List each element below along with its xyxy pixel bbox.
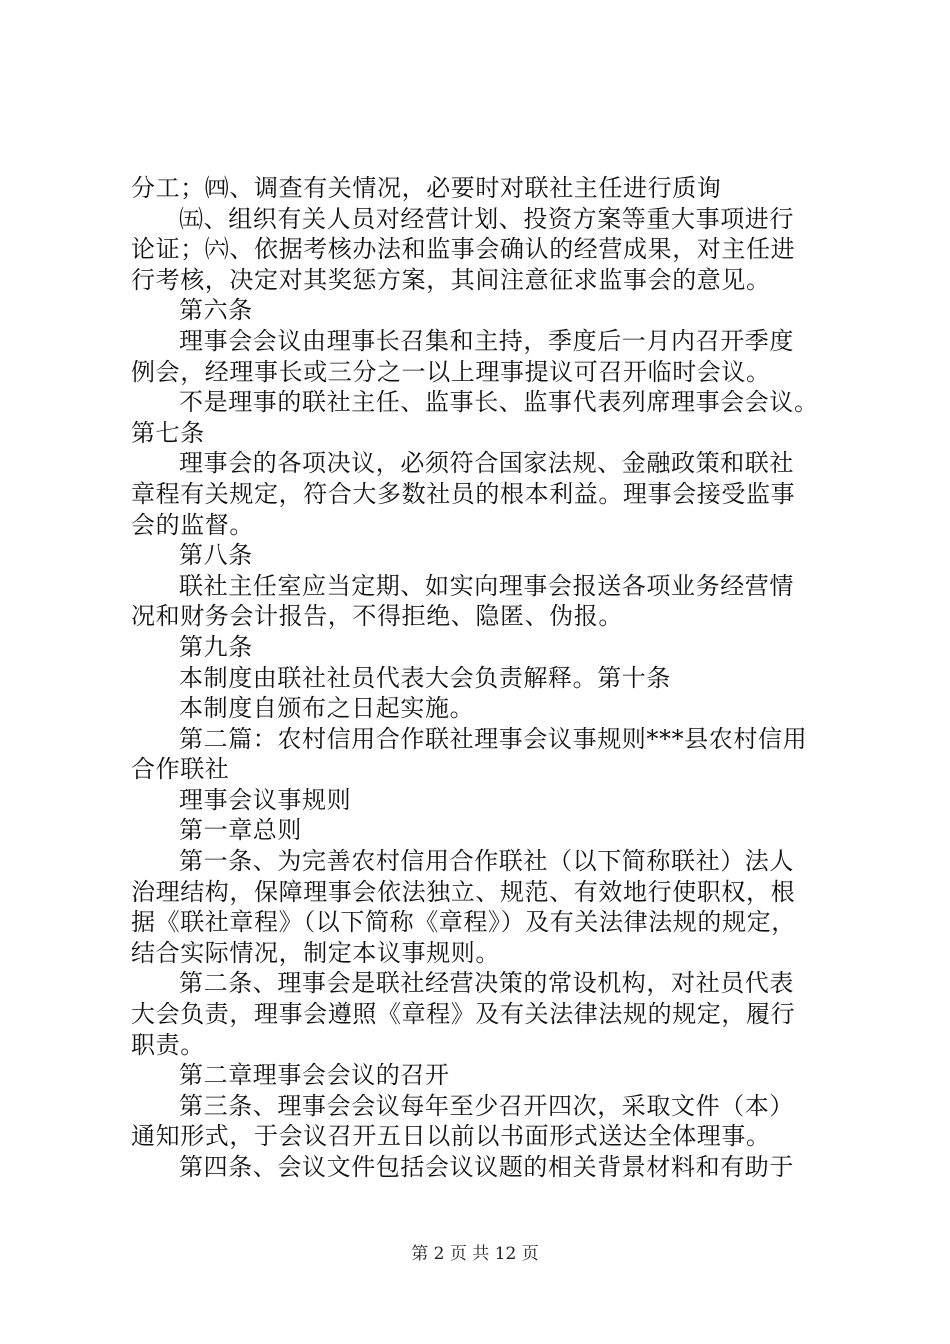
text-line: 分工；㈣、调查有关情况，必要时对联社主任进行质询 bbox=[131, 174, 722, 202]
text-line: 职责。 bbox=[131, 1030, 205, 1059]
document-body bbox=[131, 173, 841, 1183]
text-line: 合作联社 bbox=[131, 755, 230, 784]
text-line: 理事会议事规则 bbox=[179, 785, 352, 814]
text-line: 大会负责，理事会遵照《章程》及有关法律法规的规定，履行 bbox=[131, 1000, 796, 1029]
text-line: 第三条、理事会会议每年至少召开四次，采取文件（本） bbox=[179, 1091, 794, 1120]
text-line: 本制度由联社社员代表大会负责解释。第十条 bbox=[179, 663, 671, 692]
text-line: 第六条 bbox=[179, 296, 253, 325]
text-line: 第八条 bbox=[179, 541, 253, 570]
text-line: 第二篇：农村信用合作联社理事会议事规则***县农村信用 bbox=[179, 724, 808, 753]
text-line: 第一章总则 bbox=[179, 816, 302, 845]
text-line: 不是理事的联社主任、监事长、监事代表列席理事会会议。 bbox=[179, 388, 819, 417]
text-line: 会的监督。 bbox=[131, 510, 254, 539]
text-line: 本制度自颁布之日起实施。 bbox=[179, 694, 475, 723]
text-line: 行考核，决定对其奖惩方案，其间注意征求监事会的意见。 bbox=[131, 265, 771, 294]
text-line: 第四条、会议文件包括会议议题的相关背景材料和有助于 bbox=[179, 1153, 794, 1181]
text-line: 理事会会议由理事长召集和主持，季度后一月内召开季度 bbox=[179, 326, 794, 355]
text-line: 理事会的各项决议，必须符合国家法规、金融政策和联社 bbox=[179, 449, 794, 478]
page-footer: 第 2 页 共 12 页 bbox=[411, 1244, 539, 1264]
text-line: 第七条 bbox=[131, 418, 205, 447]
text-line: 例会，经理事长或三分之一以上理事提议可召开临时会议。 bbox=[131, 357, 771, 386]
text-line: 结合实际情况，制定本议事规则。 bbox=[131, 938, 500, 967]
text-line: 况和财务会计报告，不得拒绝、隐匿、伪报。 bbox=[131, 602, 623, 631]
text-line: 第二条、理事会是联社经营决策的常设机构，对社员代表 bbox=[179, 969, 794, 998]
text-line: 通知形式，于会议召开五日以前以书面形式送达全体理事。 bbox=[131, 1122, 771, 1151]
text-line: 联社主任室应当定期、如实向理事会报送各项业务经营情 bbox=[179, 571, 794, 600]
text-line: 第一条、为完善农村信用合作联社（以下简称联社）法人 bbox=[179, 847, 794, 876]
text-line: 论证；㈥、依据考核办法和监事会确认的经营成果，对主任进 bbox=[131, 235, 796, 264]
text-line: 治理结构，保障理事会依法独立、规范、有效地行使职权，根 bbox=[131, 877, 796, 906]
text-line: 第二章理事会会议的召开 bbox=[179, 1061, 450, 1090]
text-line: 章程有关规定，符合大多数社员的根本利益。理事会接受监事 bbox=[131, 479, 796, 508]
text-line: ㈤、组织有关人员对经营计划、投资方案等重大事项进行 bbox=[179, 204, 794, 233]
text-line: 据《联社章程》（以下简称《章程》）及有关法律法规的规定， bbox=[131, 908, 796, 937]
text-line: 第九条 bbox=[179, 632, 253, 661]
